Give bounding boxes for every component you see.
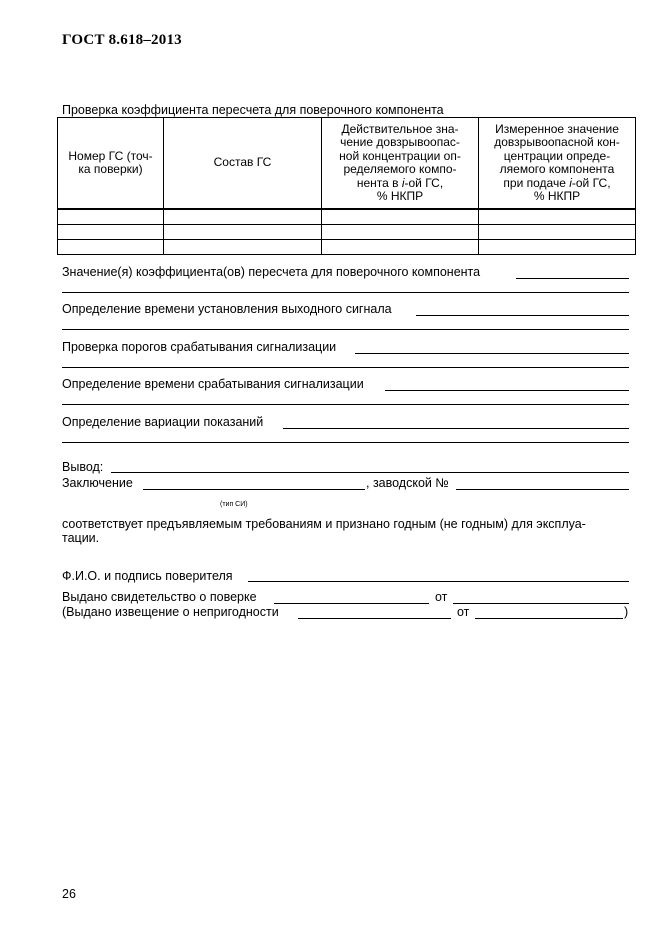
coef-label: Значение(я) коэффициента(ов) пересчета для поверочного компонента: [62, 265, 481, 279]
coef-field-line-2[interactable]: [62, 292, 629, 293]
document-header-title: ГОСТ 8.618–2013: [62, 32, 182, 48]
col-header-measured-value: Измеренное значение довзрывоопасной кон- центрации опреде- ляемого компонента при подаче i-ой ГС, % НКПР: [479, 118, 636, 210]
table-cell[interactable]: [479, 240, 636, 255]
si-type-hint: (тип СИ): [220, 501, 248, 508]
certificate-ot-label: от: [435, 590, 448, 604]
alarm-thresholds-field-line-2[interactable]: [62, 367, 629, 368]
notice-number-field-line[interactable]: [298, 618, 451, 619]
table-cell[interactable]: [58, 240, 164, 255]
conclusion-zakl-label: Заключение: [62, 476, 133, 490]
col-header-actual-value: Действительное зна- чение довзрывоопас- ной концентрации оп- ределяемого компо- нента в i-ой ГС, % НКПР: [322, 118, 479, 210]
settle-time-field-line[interactable]: [416, 315, 629, 316]
variation-label: Определение вариации показаний: [62, 415, 264, 429]
page-number: 26: [62, 887, 76, 901]
notice-ot-label: от: [457, 605, 470, 619]
settle-time-field-line-2[interactable]: [62, 329, 629, 330]
alarm-time-label: Определение времени срабатывания сигнализации: [62, 377, 364, 391]
si-type-field-line[interactable]: [143, 489, 365, 490]
conclusion-text-line-2: тации.: [62, 531, 100, 545]
serial-number-label: , заводской №: [366, 476, 449, 490]
certificate-number-field-line[interactable]: [274, 603, 429, 604]
alarm-thresholds-field-line[interactable]: [355, 353, 629, 354]
certificate-label: Выдано свидетельство о поверке: [62, 590, 257, 604]
table-cell[interactable]: [479, 209, 636, 225]
col-header-gs-composition: Состав ГС: [164, 118, 322, 210]
table-row: [58, 209, 636, 225]
settle-time-label: Определение времени установления выходного сигнала: [62, 302, 392, 316]
col-header-gs-number: Номер ГС (точ- ка поверки): [58, 118, 164, 210]
table-cell[interactable]: [164, 240, 322, 255]
table-cell[interactable]: [322, 240, 479, 255]
signature-fio-field-line[interactable]: [248, 581, 629, 582]
variation-field-line[interactable]: [283, 428, 629, 429]
conclusion-text-line-1: соответствует предъявляемым требованиям и признано годным (не годным) для эксплуа-: [62, 517, 586, 531]
table-row: [58, 240, 636, 255]
table-cell[interactable]: [58, 225, 164, 240]
table-row: [58, 225, 636, 240]
certificate-date-field-line[interactable]: [453, 603, 629, 604]
table-cell[interactable]: [164, 225, 322, 240]
verification-table: [57, 117, 636, 255]
table-cell[interactable]: [322, 209, 479, 225]
table-header-row: [58, 118, 636, 210]
alarm-thresholds-label: Проверка порогов срабатывания сигнализации: [62, 340, 337, 354]
table-cell[interactable]: [322, 225, 479, 240]
table-cell[interactable]: [479, 225, 636, 240]
table-caption: Проверка коэффициента пересчета для поверочного компонента: [62, 103, 444, 117]
table-cell[interactable]: [164, 209, 322, 225]
variation-field-line-2[interactable]: [62, 442, 629, 443]
notice-label: (Выдано извещение о непригодности: [62, 605, 279, 619]
notice-close-paren: ): [624, 605, 629, 619]
signature-fio-label: Ф.И.О. и подпись поверителя: [62, 569, 233, 583]
conclusion-vyvod-label: Вывод:: [62, 460, 104, 474]
notice-date-field-line[interactable]: [475, 618, 623, 619]
alarm-time-field-line[interactable]: [385, 390, 629, 391]
table-cell[interactable]: [58, 209, 164, 225]
alarm-time-field-line-2[interactable]: [62, 404, 629, 405]
vyvod-field-line[interactable]: [111, 472, 629, 473]
serial-number-field-line[interactable]: [456, 489, 629, 490]
coef-field-line[interactable]: [516, 278, 629, 279]
